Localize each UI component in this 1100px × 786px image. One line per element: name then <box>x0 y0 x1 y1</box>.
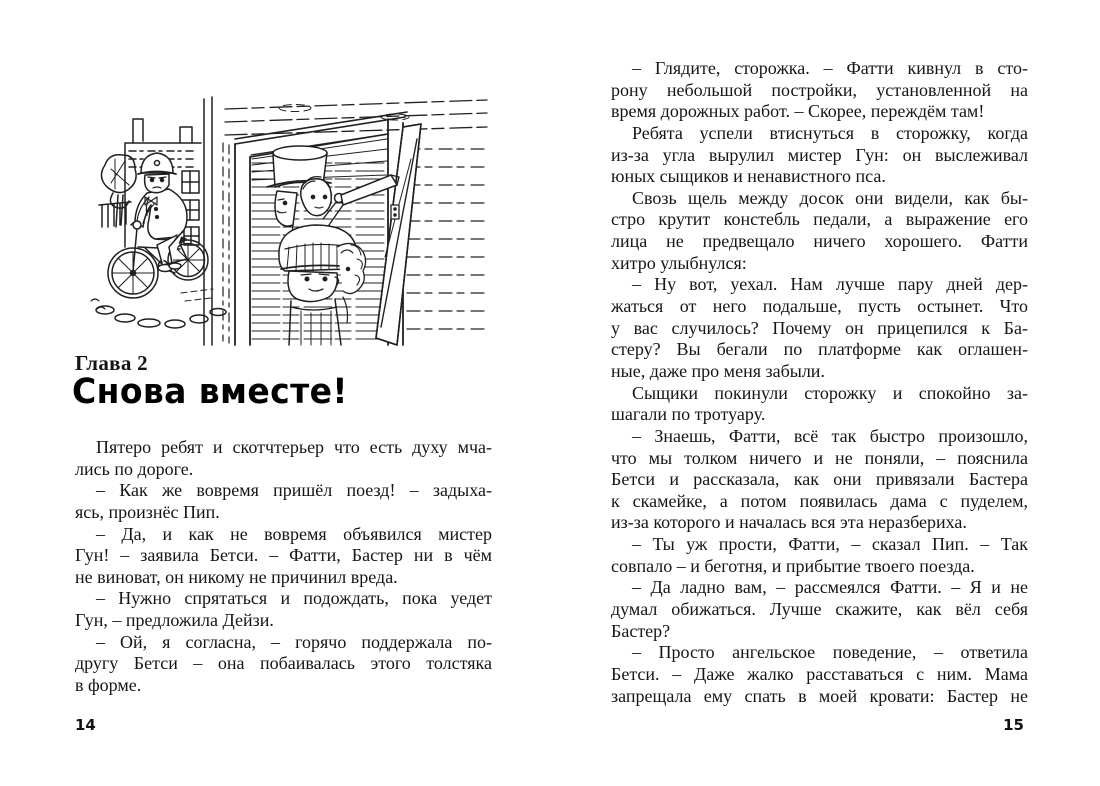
text-line: рону небольшой постройки, установленной на <box>611 79 1028 100</box>
text-line: – Да, и как не вовремя объявился мистер <box>96 523 492 544</box>
girl-holding-door <box>301 177 344 225</box>
cobblestone-ground <box>91 289 226 328</box>
text-line: у вас случилось? Почему он прицепился к Ба- <box>611 317 1028 338</box>
text-line: Гун! – заявила Бетси. – Фатти, Бастер ни в чём <box>75 545 492 566</box>
text-line: – Да ладно вам, – рассмеялся Фатти. – Я и не <box>632 577 1028 598</box>
text-line: – Ой, я согласна, – горячо поддержала по- <box>96 631 492 652</box>
tree <box>101 155 136 227</box>
constable-on-bicycle <box>108 153 208 298</box>
chapter-title: Снова вместе! <box>72 371 348 412</box>
text-line: Ребята успели втиснуться в сторожку, когда <box>632 122 1028 143</box>
text-line: Бетси. – Даже жалко расставаться с ним. Мама <box>611 663 1028 684</box>
text-line: запрещала ему спать в моей кровати: Бастер не <box>611 685 1028 706</box>
text-line: Бетси и рассказала, как они привязали Бастера <box>611 469 1028 490</box>
text-line: Гун, – предложила Дейзи. <box>75 610 274 631</box>
text-line: другу Бетси – она побаивалась этого толстяка <box>75 653 492 674</box>
text-line: ные, даже про меня забыли. <box>611 360 825 381</box>
right-page-body <box>611 58 1028 707</box>
text-line: лица не предвещало ничего хорошего. Фатти <box>611 231 1028 252</box>
text-line: – Нужно спрятаться и подождать, пока уедет <box>96 588 492 609</box>
text-line: шагали по тротуару. <box>611 404 766 425</box>
text-line: что мы толком ничего и не поняли, – пояснила <box>611 447 1028 468</box>
text-line: ясь, произнёс Пип. <box>75 501 220 522</box>
text-line: – Просто ангельское поведение, – ответила <box>632 642 1028 663</box>
chapter-label: Глава 2 <box>75 351 148 375</box>
text-line: думал обижаться. Лучше скажите, как вёл себя <box>611 599 1028 620</box>
text-line: лись по дороге. <box>75 458 194 479</box>
text-line: Свозь щель между досок они видели, как бы- <box>632 187 1028 208</box>
text-line: не виноват, он никому не причинил вреда. <box>75 566 398 587</box>
page-number-left: 14 <box>75 716 96 734</box>
text-line: – Как же вовремя пришёл поезд! – задыха- <box>96 480 492 501</box>
text-line: совпало – и беготня, и прибытие твоего поезда. <box>611 555 975 576</box>
text-line: Сыщики покинули сторожку и спокойно за- <box>632 382 1028 403</box>
text-line: жаться от него подальше, пусть остынет. Что <box>611 296 1028 317</box>
text-line: Пятеро ребят и скотчтерьер что есть духу мча- <box>96 437 492 457</box>
text-line: Бастер? <box>611 620 671 641</box>
text-line: стеру? Вы бегали по платформе как оглашен- <box>611 339 1028 360</box>
page-number-right: 15 <box>1003 716 1024 734</box>
text-line: в форме. <box>75 675 142 696</box>
shack-wall <box>204 97 487 345</box>
text-line: – Ну вот, уехал. Нам лучше пару дней дер- <box>632 274 1028 295</box>
text-line: хитро улыбнулся: <box>611 252 747 273</box>
text-line: юных сыщиков и ненавистного пса. <box>611 166 886 187</box>
text-line: к скамейке, а потом появилась дама с пуделем, <box>611 490 1028 511</box>
left-page-body <box>75 437 492 697</box>
text-line: – Ты уж прости, Фатти, – сказал Пип. – Так <box>632 534 1028 555</box>
text-line: из-за которого и началась вся эта неразбериха. <box>611 512 967 533</box>
text-line: – Глядите, сторожка. – Фатти кивнул в сто- <box>632 58 1028 78</box>
illustration <box>85 96 490 348</box>
text-line: – Знаешь, Фатти, всё так быстро произошло, <box>632 425 1028 446</box>
text-line: из-за угла вырулил мистер Гун: он выслеживал <box>611 144 1028 165</box>
text-line: время дорожных работ. – Скорее, переждём там! <box>611 101 985 122</box>
text-line: стро крутит констебль педали, а выражение его <box>611 209 1028 230</box>
